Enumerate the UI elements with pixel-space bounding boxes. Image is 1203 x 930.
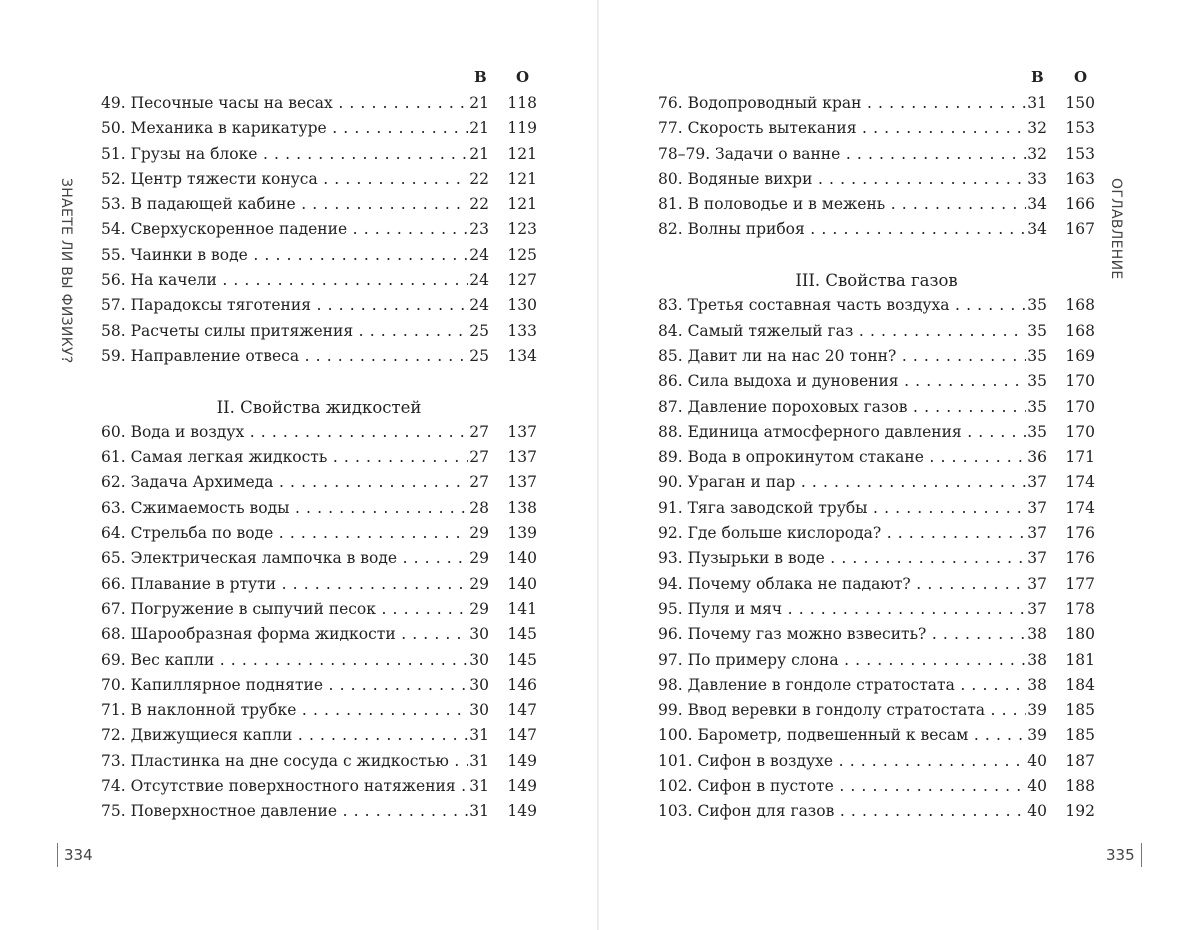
toc-entry-title: 56. На качели . . . [101, 268, 485, 293]
toc-entry [101, 142, 537, 167]
toc-entry [658, 167, 1095, 192]
toc-entry-page-o: 170 [1065, 422, 1095, 441]
toc-entry-title: 59. Направление отвеса . . . [101, 344, 485, 369]
toc-entry-page-o: 178 [1065, 599, 1095, 618]
toc-entry-title: 60. Вода и воздух . . . [101, 420, 485, 445]
toc-entry-page-o: 180 [1065, 625, 1095, 644]
toc-entry-page-o: 146 [507, 675, 537, 694]
toc-entry-title: 64. Стрельба по воде . . . [101, 521, 485, 546]
toc-entry [658, 293, 1095, 318]
toc-entry [101, 774, 537, 799]
toc-entry [101, 420, 537, 445]
toc-entry-page-o: 174 [1065, 473, 1095, 492]
toc-entry [101, 167, 537, 192]
toc-entry [658, 217, 1095, 242]
toc-entry-title: 54. Сверхускоренное падение . . . [101, 217, 485, 242]
toc-entry [101, 723, 537, 748]
toc-entry [101, 344, 537, 369]
toc-entry-title: 65. Электрическая лампочка в воде . . . [101, 546, 485, 571]
toc-entry-page-o: 133 [507, 321, 537, 340]
toc-entry [101, 749, 537, 774]
toc-entry-page-o: 163 [1065, 169, 1095, 188]
toc-entry [658, 369, 1095, 394]
toc-entry [101, 470, 537, 495]
toc-entry [101, 192, 537, 217]
toc-entry-page-v: 28 [468, 496, 489, 521]
toc-entry-title: 52. Центр тяжести конуса . . . [101, 167, 485, 192]
toc-entry-page-v: 40 [1026, 799, 1047, 824]
toc-entry-title: 95. Пуля и мяч . . . [658, 597, 1043, 622]
left-page [0, 0, 597, 930]
toc-entry-title: 86. Сила выдоха и дуновения . . . [658, 369, 1043, 394]
toc-entry-title: 101. Сифон в воздухе . . . [658, 749, 1043, 774]
toc-entry-page-o: 153 [1065, 119, 1095, 138]
toc-entry-page-o: 185 [1065, 726, 1095, 745]
toc-entry [101, 445, 537, 470]
toc-entry-page-o: 188 [1065, 777, 1095, 796]
toc-entry-title: 76. Водопроводный кран . . . [658, 91, 1043, 116]
toc-entry-title: 100. Барометр, подвешенный к весам . . . [658, 723, 1043, 748]
toc-entry-page-o: 118 [507, 94, 537, 112]
right-running-head: ОГЛАВЛЕНИЕ [1108, 178, 1124, 280]
toc-entry [658, 344, 1095, 369]
toc-entry-title: 55. Чаинки в воде . . . [101, 243, 485, 268]
toc-entry-page-o: 121 [507, 144, 537, 163]
toc-entry-title: 49. Песочные часы на весах . . . [101, 91, 485, 116]
left-page-number: 334 [57, 843, 93, 867]
toc-entry-page-v: 35 [1026, 395, 1047, 420]
toc-entry [658, 799, 1095, 824]
toc-entry-title: 88. Единица атмосферного давления . . . [658, 420, 1043, 445]
toc-entry-page-v: 30 [468, 622, 489, 647]
toc-entry [658, 723, 1095, 748]
toc-entry-page-v: 29 [468, 572, 489, 597]
toc-entry-page-o: 187 [1065, 751, 1095, 770]
toc-entry [101, 319, 537, 344]
toc-entry-page-v: 29 [468, 521, 489, 546]
toc-entry-page-o: 121 [507, 169, 537, 188]
toc-entry-title: 81. В половодье и в межень . . . [658, 192, 1043, 217]
toc-entry-page-o: 169 [1065, 346, 1095, 365]
toc-entry [658, 648, 1095, 673]
toc-entry-page-o: 127 [507, 271, 537, 290]
toc-entry [658, 420, 1095, 445]
toc-entry-page-v: 37 [1026, 572, 1047, 597]
toc-entry-title: 53. В падающей кабине . . . [101, 192, 485, 217]
toc-entry-page-v: 25 [468, 319, 489, 344]
toc-entry [658, 597, 1095, 622]
toc-entry-page-v: 39 [1026, 723, 1047, 748]
toc-entry-page-o: 176 [1065, 524, 1095, 543]
toc-entry [658, 470, 1095, 495]
toc-entry-title: 98. Давление в гондоле стратостата . . . [658, 673, 1043, 698]
toc-entry-title: 89. Вода в опрокинутом стакане . . . [658, 445, 1043, 470]
toc-entry-page-o: 168 [1065, 296, 1095, 315]
toc-entry-page-v: 32 [1026, 116, 1047, 141]
toc-entry [101, 217, 537, 242]
toc-entry-title: 83. Третья составная часть воздуха . . . [658, 293, 1043, 318]
toc-entry-title: 91. Тяга заводской трубы . . . [658, 496, 1043, 521]
toc-entry-title: 97. По примеру слона . . . [658, 648, 1043, 673]
toc-entry-page-v: 25 [468, 344, 489, 369]
toc-entry-page-o: 123 [507, 220, 537, 239]
toc-entry-page-v: 24 [468, 268, 489, 293]
toc-entry-page-o: 170 [1065, 372, 1095, 391]
toc-entry-page-o: 153 [1065, 144, 1095, 163]
toc-entry-page-v: 23 [468, 217, 489, 242]
toc-entry [658, 521, 1095, 546]
toc-entry-page-o: 145 [507, 625, 537, 644]
toc-entry-page-v: 29 [468, 546, 489, 571]
toc-entry-page-v: 37 [1026, 470, 1047, 495]
toc-entry-title: 82. Волны прибоя . . . [658, 217, 1043, 242]
toc-entry-title: 57. Парадоксы тяготения . . . [101, 293, 485, 318]
toc-entry-title: 93. Пузырьки в воде . . . [658, 546, 1043, 571]
toc-entry-title: 74. Отсутствие поверхностного натяжения . . . [101, 774, 485, 799]
toc-entry [658, 774, 1095, 799]
toc-entry-page-v: 38 [1026, 673, 1047, 698]
toc-entry-page-v: 40 [1026, 749, 1047, 774]
toc-entry-page-o: 181 [1065, 650, 1095, 669]
toc-entry-page-v: 30 [468, 648, 489, 673]
toc-entry-title: 77. Скорость вытекания . . . [658, 116, 1043, 141]
left-toc [101, 91, 537, 825]
toc-entry [658, 572, 1095, 597]
toc-entry-page-v: 37 [1026, 597, 1047, 622]
toc-entry-title: 67. Погружение в сыпучий песок . . . [101, 597, 485, 622]
toc-entry-page-v: 35 [1026, 319, 1047, 344]
toc-entry-title: 62. Задача Архимеда . . . [101, 470, 485, 495]
toc-entry-title: 50. Механика в карикатуре . . . [101, 116, 485, 141]
toc-entry-page-o: 184 [1065, 675, 1095, 694]
toc-entry-title: 85. Давит ли на нас 20 тонн? . . . [658, 344, 1043, 369]
toc-entry-page-v: 36 [1026, 445, 1047, 470]
toc-entry [101, 698, 537, 723]
section-title-liquids: II. Свойства жидкостей [216, 397, 422, 417]
toc-entry-title: 68. Шарообразная форма жидкости . . . [101, 622, 485, 647]
toc-entry-page-v: 37 [1026, 521, 1047, 546]
toc-entry-title: 72. Движущиеся капли . . . [101, 723, 485, 748]
toc-entry-page-o: 134 [507, 346, 537, 365]
toc-entry-page-o: 174 [1065, 498, 1095, 517]
toc-entry-page-o: 139 [507, 524, 537, 543]
toc-entry [658, 319, 1095, 344]
toc-entry-title: 61. Самая легкая жидкость . . . [101, 445, 485, 470]
toc-entry-page-v: 35 [1026, 420, 1047, 445]
toc-entry [101, 799, 537, 824]
toc-entry [658, 673, 1095, 698]
toc-entry-page-o: 176 [1065, 549, 1095, 568]
toc-entry [101, 243, 537, 268]
toc-entry-title: 80. Водяные вихри . . . [658, 167, 1043, 192]
toc-entry [658, 395, 1095, 420]
right-toc [658, 91, 1095, 825]
toc-entry-page-o: 168 [1065, 321, 1095, 340]
toc-entry [658, 546, 1095, 571]
toc-entry-page-o: 141 [507, 599, 537, 618]
toc-entry [101, 597, 537, 622]
toc-entry-page-o: 137 [507, 448, 537, 467]
toc-entry-title: 90. Ураган и пар . . . [658, 470, 1043, 495]
toc-entry-page-v: 35 [1026, 369, 1047, 394]
toc-entry-page-v: 24 [468, 243, 489, 268]
toc-entry-page-o: 140 [507, 549, 537, 568]
toc-entry [658, 445, 1095, 470]
toc-entry [658, 192, 1095, 217]
toc-entry-page-o: 138 [507, 498, 537, 517]
toc-entry-page-o: 149 [507, 802, 537, 821]
toc-entry-page-o: 192 [1065, 802, 1095, 821]
toc-entry [101, 268, 537, 293]
toc-entry-title: 73. Пластинка на дне сосуда с жидкостью . . . [101, 749, 485, 774]
column-header-v: В [1031, 68, 1044, 86]
toc-entry-page-v: 30 [468, 673, 489, 698]
toc-entry-page-o: 130 [507, 296, 537, 315]
right-page [599, 0, 1203, 930]
toc-entry [101, 648, 537, 673]
toc-entry [101, 622, 537, 647]
toc-entry-page-v: 22 [468, 192, 489, 217]
toc-entry [101, 116, 537, 141]
left-entries-b [101, 420, 537, 825]
toc-entry-page-v: 37 [1026, 546, 1047, 571]
toc-entry-page-v: 30 [468, 698, 489, 723]
toc-entry-title: 78–79. Задачи о ванне . . . [658, 142, 1043, 167]
column-header-o: О [1074, 68, 1088, 86]
toc-entry [101, 521, 537, 546]
toc-entry-title: 71. В наклонной трубке . . . [101, 698, 485, 723]
toc-entry-title: 99. Ввод веревки в гондолу стратостата . . . [658, 698, 1043, 723]
toc-entry-page-o: 145 [507, 650, 537, 669]
column-header-v: В [474, 68, 487, 86]
toc-entry-title: 69. Вес капли . . . [101, 648, 485, 673]
toc-entry-title: 94. Почему облака не падают? . . . [658, 572, 1043, 597]
left-entries-a [101, 91, 537, 369]
toc-entry-page-v: 35 [1026, 344, 1047, 369]
toc-entry-page-o: 125 [507, 245, 537, 264]
toc-entry-page-o: 171 [1065, 448, 1095, 467]
toc-entry [101, 293, 537, 318]
toc-entry-page-o: 170 [1065, 397, 1095, 416]
toc-entry-page-v: 31 [468, 774, 489, 799]
toc-entry-page-o: 140 [507, 574, 537, 593]
toc-entry-page-v: 27 [468, 445, 489, 470]
toc-entry-page-o: 137 [507, 422, 537, 441]
toc-entry [101, 546, 537, 571]
toc-entry-title: 96. Почему газ можно взвесить? . . . [658, 622, 1043, 647]
toc-entry [658, 91, 1095, 116]
toc-entry-page-v: 31 [468, 723, 489, 748]
toc-entry-page-v: 34 [1026, 192, 1047, 217]
toc-entry-title: 70. Капиллярное поднятие . . . [101, 673, 485, 698]
toc-entry-page-o: 166 [1065, 195, 1095, 214]
toc-entry-page-v: 31 [468, 749, 489, 774]
toc-entry-title: 75. Поверхностное давление . . . [101, 799, 485, 824]
toc-entry-page-v: 38 [1026, 648, 1047, 673]
toc-entry [101, 496, 537, 521]
toc-entry-page-o: 147 [507, 726, 537, 745]
toc-entry-title: 103. Сифон для газов . . . [658, 799, 1043, 824]
toc-entry-page-v: 21 [468, 142, 489, 167]
toc-entry [658, 698, 1095, 723]
toc-entry [101, 91, 537, 116]
toc-entry-page-v: 34 [1026, 217, 1047, 242]
toc-entry-title: 84. Самый тяжелый газ . . . [658, 319, 1043, 344]
toc-entry-page-v: 29 [468, 597, 489, 622]
toc-entry [658, 622, 1095, 647]
toc-entry-page-v: 31 [1026, 91, 1047, 116]
toc-entry [101, 673, 537, 698]
toc-entry-title: 51. Грузы на блоке . . . [101, 142, 485, 167]
toc-entry-title: 58. Расчеты силы притяжения . . . [101, 319, 485, 344]
toc-entry-title: 66. Плавание в ртути . . . [101, 572, 485, 597]
toc-entry-page-v: 22 [468, 167, 489, 192]
toc-entry-page-o: 119 [507, 119, 537, 138]
toc-entry-page-o: 121 [507, 195, 537, 214]
toc-entry-page-o: 185 [1065, 701, 1095, 720]
toc-entry-page-v: 21 [468, 116, 489, 141]
section-title-gases: III. Свойства газов [795, 271, 958, 291]
toc-entry-page-o: 137 [507, 473, 537, 492]
right-entries-b [658, 293, 1095, 824]
toc-entry-title: 102. Сифон в пустоте . . . [658, 774, 1043, 799]
toc-entry-page-v: 21 [468, 91, 489, 116]
toc-entry [101, 572, 537, 597]
toc-entry-page-o: 177 [1065, 574, 1095, 593]
toc-entry-page-v: 27 [468, 420, 489, 445]
toc-entry-page-o: 149 [507, 751, 537, 770]
toc-entry-page-v: 35 [1026, 293, 1047, 318]
toc-entry-page-o: 167 [1065, 220, 1095, 239]
toc-entry-page-v: 24 [468, 293, 489, 318]
toc-entry-page-v: 37 [1026, 496, 1047, 521]
left-running-head: ЗНАЕТЕ ЛИ ВЫ ФИЗИКУ? [58, 178, 74, 364]
right-page-number: 335 [1106, 843, 1142, 867]
toc-entry-page-v: 39 [1026, 698, 1047, 723]
toc-entry [658, 496, 1095, 521]
right-entries-a [658, 91, 1095, 243]
toc-entry-page-v: 32 [1026, 142, 1047, 167]
toc-entry-page-v: 33 [1026, 167, 1047, 192]
toc-entry [658, 749, 1095, 774]
toc-entry-page-o: 150 [1065, 94, 1095, 112]
toc-entry-title: 63. Сжимаемость воды . . . [101, 496, 485, 521]
toc-entry-page-o: 147 [507, 701, 537, 720]
toc-entry [658, 116, 1095, 141]
toc-entry-page-v: 31 [468, 799, 489, 824]
toc-entry-page-v: 27 [468, 470, 489, 495]
column-header-o: О [516, 68, 530, 86]
toc-entry-page-o: 149 [507, 777, 537, 796]
toc-entry [658, 142, 1095, 167]
toc-entry-title: 87. Давление пороховых газов . . . [658, 395, 1043, 420]
toc-entry-title: 92. Где больше кислорода? . . . [658, 521, 1043, 546]
toc-entry-page-v: 38 [1026, 622, 1047, 647]
toc-entry-page-v: 40 [1026, 774, 1047, 799]
